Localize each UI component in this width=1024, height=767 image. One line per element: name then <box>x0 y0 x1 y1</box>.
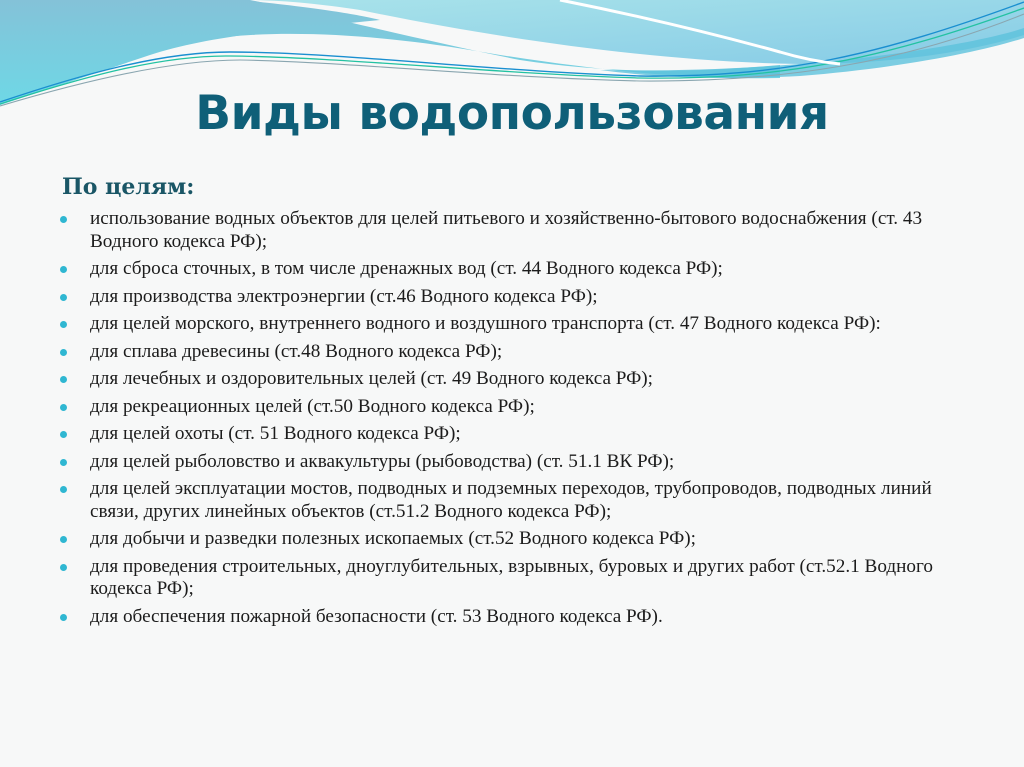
list-item-text: использование водных объектов для целей питьевого и хозяйственно-бытового водоснабжения (ст. 43 Водного кодекса РФ); <box>90 208 923 252</box>
list-item <box>58 286 978 309</box>
bullet-icon <box>60 321 67 328</box>
list-item <box>58 313 978 336</box>
bullet-icon <box>60 431 67 438</box>
list-item-text: для добычи и разведки полезных ископаемых (ст.52 Водного кодекса РФ); <box>90 528 696 549</box>
list-item <box>58 396 978 419</box>
bullet-icon <box>60 459 67 466</box>
bullet-icon <box>60 294 67 301</box>
list-item <box>58 478 978 523</box>
bullet-icon <box>60 349 67 356</box>
list-item <box>58 341 978 364</box>
list-item-text: для целей морского, внутреннего водного и воздушного транспорта (ст. 47 Водного кодекса РФ): <box>90 313 881 334</box>
list-item-text: для целей эксплуатации мостов, подводных и подземных переходов, трубопроводов, подводных линий связи, других линейных объектов (ст.51.2 Водного кодекса РФ); <box>90 478 932 522</box>
purpose-list <box>58 208 978 633</box>
list-item <box>58 208 978 253</box>
list-item <box>58 556 978 601</box>
bullet-icon <box>60 536 67 543</box>
slide-title: Виды водопользования <box>195 86 829 141</box>
list-item-text: для рекреационных целей (ст.50 Водного кодекса РФ); <box>90 395 535 417</box>
list-item-text: для сброса сточных, в том числе дренажных вод (ст. 44 Водного кодекса РФ); <box>90 258 723 279</box>
list-item-text: для сплава древесины (ст.48 Водного кодекса РФ); <box>90 340 503 362</box>
list-item <box>58 258 978 281</box>
bullet-icon <box>60 266 67 273</box>
list-item <box>58 528 978 551</box>
bullet-icon <box>60 404 67 411</box>
list-item <box>58 451 978 474</box>
list-item <box>58 606 978 629</box>
list-item-text: для обеспечения пожарной безопасности (ст. 53 Водного кодекса РФ). <box>90 605 663 627</box>
list-item-text: для проведения строительных, дноуглубительных, взрывных, буровых и других работ (ст.52.1 Водного кодекса РФ); <box>90 555 933 599</box>
list-item-text: для производства электроэнергии (ст.46 Водного кодекса РФ); <box>90 285 598 307</box>
bullet-icon <box>60 486 67 493</box>
bullet-icon <box>60 376 67 383</box>
list-item <box>58 423 978 446</box>
section-subheading: По целям: <box>62 174 195 200</box>
bullet-icon <box>60 564 67 571</box>
bullet-icon <box>60 216 67 223</box>
list-item <box>58 368 978 391</box>
list-item-text: для лечебных и оздоровительных целей (ст. 49 Водного кодекса РФ); <box>90 368 654 389</box>
list-item-text: для целей охоты (ст. 51 Водного кодекса РФ); <box>90 423 461 444</box>
bullet-icon <box>60 614 67 621</box>
list-item-text: для целей рыболовство и аквакультуры (рыбоводства) (ст. 51.1 ВК РФ); <box>90 450 675 472</box>
